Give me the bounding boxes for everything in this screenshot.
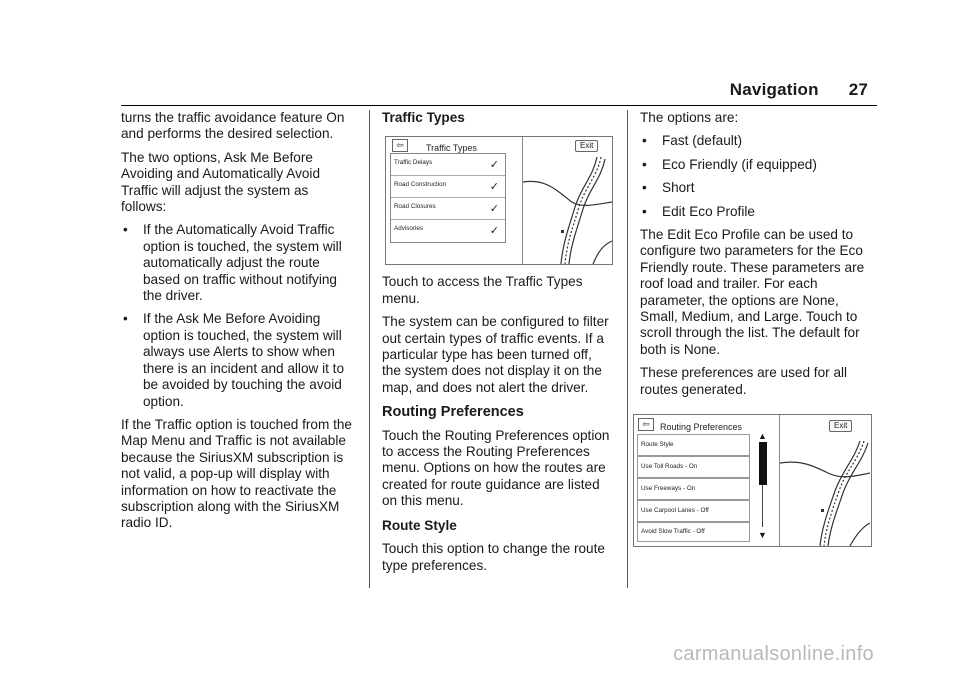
section-title: Navigation <box>729 80 819 99</box>
list-item[interactable]: Use Toll Roads - On <box>637 456 750 478</box>
column-3 <box>640 110 880 547</box>
option-item: • Eco Friendly (if equipped) <box>642 156 817 172</box>
back-arrow-icon[interactable]: ⇦ <box>392 139 408 152</box>
paragraph: The Edit Eco Profile can be used to configure two parameters for the Eco Friendly route. These parameters are roof load and trailer. For each parameter, the options are None, Small, Medium, and Large. Touch to scroll through the list. The default for both is None. <box>640 227 865 357</box>
list-item[interactable]: Advisories ✓ <box>391 220 505 241</box>
watermark: carmanualsonline.info <box>673 643 874 665</box>
column-divider <box>627 110 628 588</box>
header-rule <box>121 105 877 106</box>
page-number: 27 <box>848 80 868 99</box>
paragraph: The options are: <box>640 110 739 125</box>
column-2 <box>382 110 614 581</box>
back-arrow-icon[interactable]: ⇦ <box>638 418 654 431</box>
scroll-down-arrow-icon[interactable]: ▼ <box>758 530 767 541</box>
option-item: • Edit Eco Profile <box>642 203 755 219</box>
scrollbar-track[interactable] <box>762 485 763 527</box>
subsection-heading: Route Style <box>382 517 457 533</box>
traffic-types-list <box>390 153 506 243</box>
page-header <box>730 80 868 100</box>
checkmark-icon: ✓ <box>489 203 499 216</box>
bullet-item: • If the Ask Me Before Avoiding option is touched, the system will always use Alerts to show when there is an incident and allow it to be avoided by touching the avoid option. <box>123 311 345 409</box>
list-item[interactable]: Route Style <box>637 434 750 456</box>
list-item[interactable]: Road Closures ✓ <box>391 198 505 220</box>
bullet-dot: • <box>642 133 647 149</box>
option-item: • Short <box>642 180 695 196</box>
paragraph: The system can be configured to filter out certain types of traffic events. If a particular type has been turned off, the system does not display it on the map, and does not alert the driver. <box>382 314 609 395</box>
scroll-up-arrow-icon[interactable]: ▲ <box>758 431 767 442</box>
checkmark-icon: ✓ <box>489 159 499 172</box>
list-item[interactable]: Road Construction ✓ <box>391 176 505 198</box>
traffic-types-screen <box>385 136 613 265</box>
checkmark-icon: ✓ <box>489 181 499 194</box>
screen-title: Traffic Types <box>426 143 477 154</box>
bullet-dot: • <box>642 180 647 196</box>
checkmark-icon: ✓ <box>489 225 499 238</box>
scrollbar-thumb[interactable] <box>759 442 767 485</box>
bullet-dot: • <box>123 311 128 327</box>
paragraph: Touch to access the Traffic Types menu. <box>382 274 583 306</box>
routing-preferences-screen <box>633 414 872 547</box>
column-divider <box>369 110 370 588</box>
list-item[interactable]: Use Carpool Lanes - Off <box>637 500 750 522</box>
screen-title: Routing Preferences <box>660 422 743 433</box>
paragraph: Touch this option to change the route type preferences. <box>382 541 605 573</box>
paragraph: These preferences are used for all routes generated. <box>640 365 848 397</box>
map-view <box>780 415 870 546</box>
paragraph: If the Traffic option is touched from the Map Menu and Traffic is not available because the SiriusXM subscription is not valid, a pop-up will display with information on how to reactivate the subscription along with the SiriusXM radio ID. <box>121 416 352 531</box>
section-heading: Routing Preferences <box>382 404 524 421</box>
exit-button[interactable]: Exit <box>575 140 598 152</box>
list-item[interactable]: Use Freeways - On <box>637 478 750 500</box>
exit-button[interactable]: Exit <box>829 420 852 432</box>
bullet-item: • If the Automatically Avoid Traffic option is touched, the system will automatically adjust the route based on traffic without notifying the driver. <box>123 222 342 304</box>
bullet-dot: • <box>642 203 647 219</box>
paragraph: turns the traffic avoidance feature On and performs the desired selection. <box>121 110 345 142</box>
paragraph: Touch the Routing Preferences option to access the Routing Preferences menu. Options on how the routes are created for route guidance are listed on this menu. <box>382 427 610 509</box>
map-view <box>523 137 612 264</box>
routing-preferences-list <box>637 434 750 542</box>
list-item[interactable]: Avoid Slow Traffic - Off <box>637 522 750 542</box>
bullet-dot: • <box>123 222 128 238</box>
paragraph: The two options, Ask Me Before Avoiding and Automatically Avoid Traffic will adjust the system as follows: <box>121 149 321 215</box>
bullet-dot: • <box>642 156 647 172</box>
list-item[interactable]: Traffic Delays ✓ <box>391 154 505 176</box>
option-item: • Fast (default) <box>642 133 743 149</box>
column-1 <box>121 110 353 539</box>
section-heading: Traffic Types <box>382 110 465 125</box>
